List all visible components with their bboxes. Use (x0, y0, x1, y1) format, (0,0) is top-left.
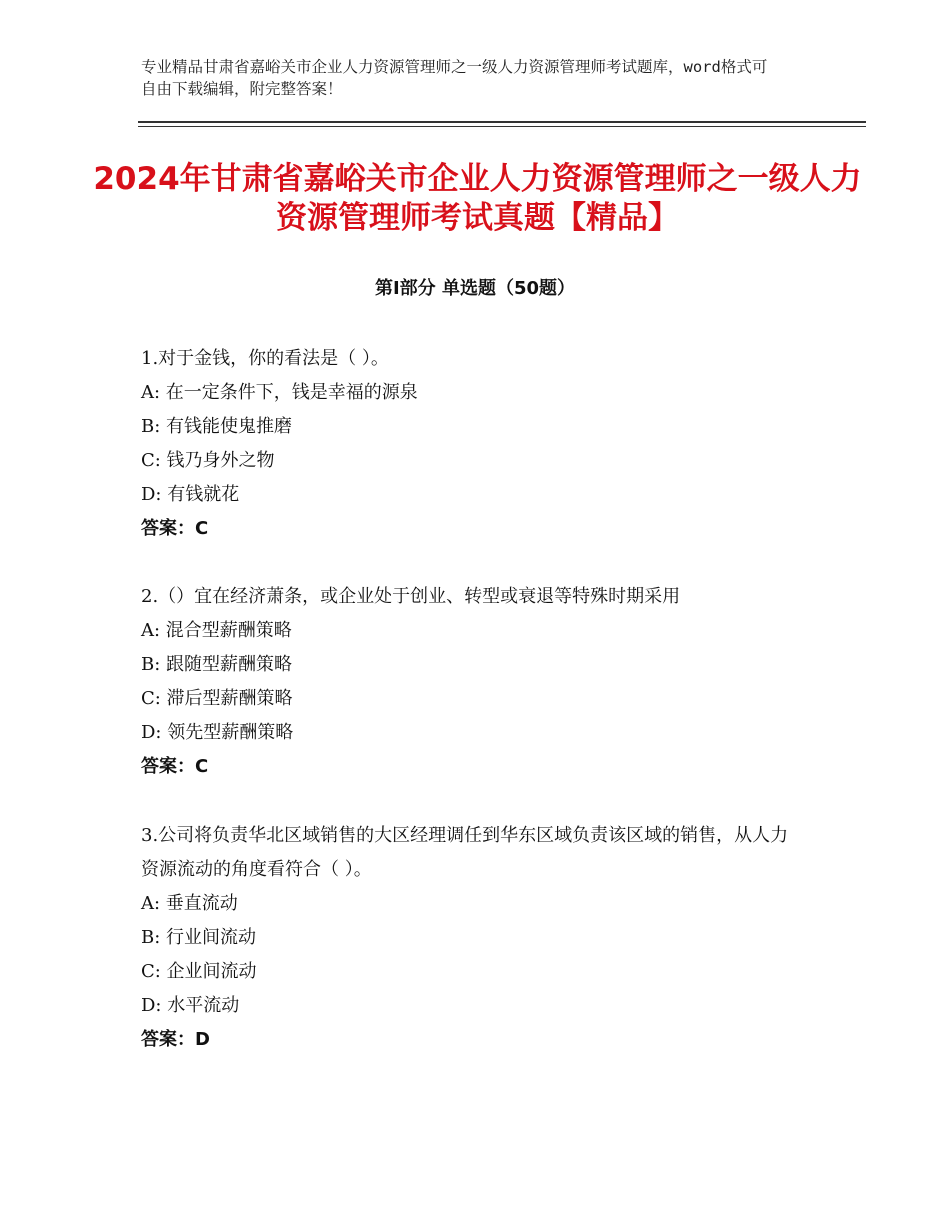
option-d: D: 水平流动 (141, 995, 240, 1016)
question-1 (141, 342, 821, 546)
question-3 (141, 819, 801, 1057)
header-note: 专业精品甘肃省嘉峪关市企业人力资源管理师之一级人力资源管理师考试题库，word格式可自由下载编辑，附完整答案！ (141, 58, 768, 98)
option-d: D: 领先型薪酬策略 (141, 722, 294, 743)
option-c: C: 钱乃身外之物 (141, 450, 275, 471)
option-b: B: 有钱能使鬼推磨 (141, 416, 293, 437)
answer: 答案：C (141, 518, 209, 539)
question-stem: 1.对于金钱，你的看法是（ ）。 (141, 348, 389, 369)
option-b: B: 跟随型薪酬策略 (141, 654, 293, 675)
question-stem: 3.公司将负责华北区域销售的大区经理调任到华东区域负责该区域的销售，从人力资源流动的角度看符合（ ）。 (141, 825, 789, 880)
option-d: D: 有钱就花 (141, 484, 240, 505)
option-c: C: 企业间流动 (141, 961, 257, 982)
header-divider-thick (138, 121, 866, 123)
option-b: B: 行业间流动 (141, 927, 257, 948)
section-title: 第Ⅰ部分 单选题（50题） (374, 278, 575, 299)
option-a: A: 混合型薪酬策略 (141, 620, 292, 641)
option-a: A: 在一定条件下，钱是幸福的源泉 (141, 382, 418, 403)
question-stem: 2.（）宜在经济萧条，或企业处于创业、转型或衰退等特殊时期采用 (141, 586, 681, 607)
answer: 答案：C (141, 756, 209, 777)
header-divider-thin (138, 126, 866, 127)
answer: 答案：D (141, 1029, 210, 1050)
document-title: 2024年甘肃省嘉峪关市企业人力资源管理师之一级人力资源管理师考试真题【精品】 (93, 161, 862, 236)
question-2 (141, 580, 821, 784)
option-c: C: 滞后型薪酬策略 (141, 688, 293, 709)
option-a: A: 垂直流动 (141, 893, 238, 914)
